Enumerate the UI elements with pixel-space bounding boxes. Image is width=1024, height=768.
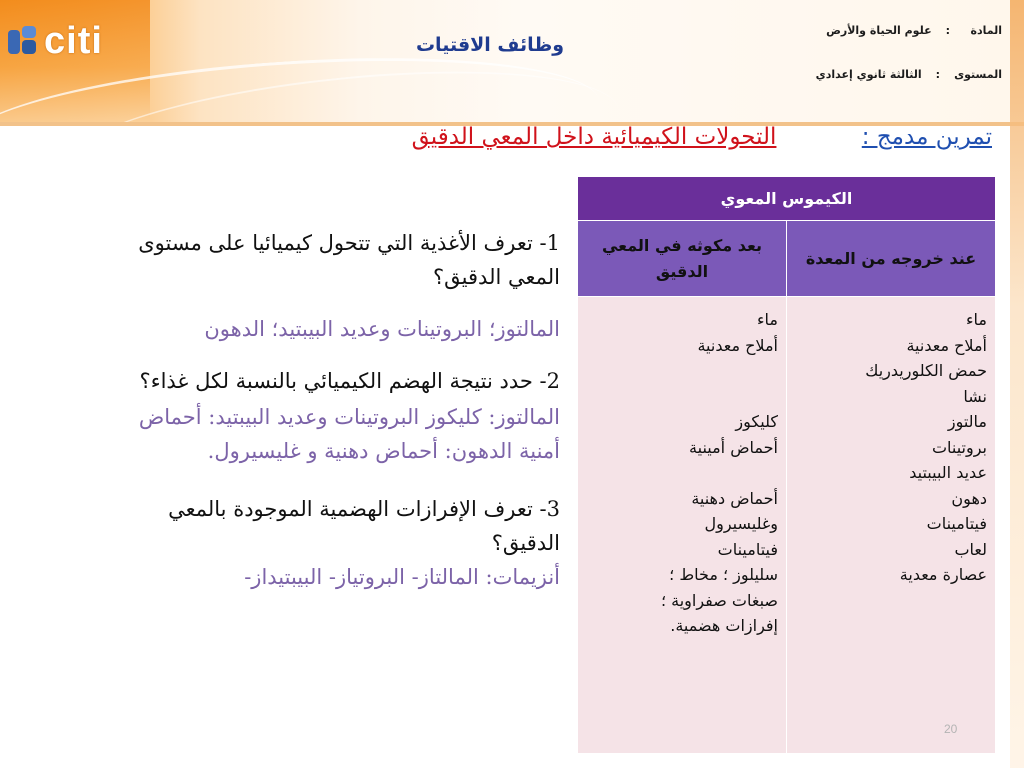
page-number: 20 xyxy=(944,722,958,736)
list-item: فيتامينات xyxy=(717,539,778,559)
slide-header xyxy=(0,0,1024,124)
list-item: صبغات صفراوية ؛ xyxy=(660,590,778,610)
column-header-after-intestine: بعد مكوثه في المعي الدقيق xyxy=(578,221,787,297)
list-item: سليلوز ؛ مخاط ؛ xyxy=(669,565,778,584)
list-item: وغليسيرول xyxy=(704,514,778,533)
citi-logo xyxy=(8,18,103,64)
subject-line xyxy=(826,24,1002,37)
level-label: المستوى xyxy=(954,68,1002,81)
logo-mark-icon xyxy=(8,26,38,56)
list-item: كليكوز xyxy=(735,412,778,431)
answer-1: المالتوز؛ البروتينات وعديد البيبتيد؛ الدهون xyxy=(204,317,560,341)
list-item: ماء xyxy=(757,310,778,329)
list-item: فيتامينات xyxy=(926,514,987,533)
chyme-table xyxy=(577,176,996,754)
list-item: عصارة معدية xyxy=(899,565,987,584)
list-item: نشا xyxy=(963,386,987,406)
level-value: الثالثة ثانوي إعدادي xyxy=(815,68,922,81)
list-item: مالتوز xyxy=(947,412,987,431)
list-item xyxy=(584,358,778,384)
list-item: أحماض دهنية xyxy=(691,488,778,508)
answer-3: أنزيمات: المالتاز- البروتياز- البيبتيداز- xyxy=(244,565,560,589)
questions-column xyxy=(96,226,560,594)
list-item: ماء xyxy=(966,310,987,329)
exercise-title: التحولات الكيميائية داخل المعي الدقيق xyxy=(411,124,777,150)
subject-label: المادة xyxy=(970,24,1002,37)
table-title: الكيموس المعوي xyxy=(578,177,996,221)
column-header-exit-stomach: عند خروجه من المعدة xyxy=(787,221,996,297)
question-1: 1- تعرف الأغذية التي تتحول كيميائيا على مستوى المعي الدقيق؟ xyxy=(138,231,560,289)
list-item: بروتينات xyxy=(931,437,987,457)
list-item: دهون xyxy=(951,488,987,508)
list-item: أملاح معدنية xyxy=(906,335,987,355)
list-item: لعاب xyxy=(954,539,987,559)
logo-text: citi xyxy=(44,19,103,62)
list-item: أملاح معدنية xyxy=(697,335,778,355)
right-edge-decoration xyxy=(1010,0,1024,768)
column-exit-stomach-items xyxy=(787,297,996,754)
lesson-title: وظائف الاقتيات xyxy=(415,34,565,56)
list-item xyxy=(584,384,778,410)
level-line xyxy=(816,68,1002,81)
list-item: أحماض أمينية xyxy=(689,437,778,457)
question-3: 3- تعرف الإفرازات الهضمية الموجودة بالمعي الدقيق؟ xyxy=(168,497,560,555)
question-2: 2- حدد نتيجة الهضم الكيميائي بالنسبة لكل غذاء؟ xyxy=(139,369,560,393)
list-item: إفرازات هضمية. xyxy=(670,616,778,635)
column-after-intestine-items xyxy=(578,297,787,754)
subject-separator: : xyxy=(945,24,950,37)
section-heading xyxy=(240,124,992,170)
exercise-label: تمرين مدمج : xyxy=(861,124,992,150)
list-item xyxy=(584,460,778,486)
subject-value: علوم الحياة والأرض xyxy=(826,24,932,37)
level-separator: : xyxy=(935,68,941,81)
list-item: حمض الكلوريدريك xyxy=(865,361,987,380)
answer-2: المالتوز: كليكوز البروتينات وعديد البيبتيد: أحماض أمنية الدهون: أحماض دهنية و غليسيرول. xyxy=(138,405,560,463)
list-item: عديد البيبتيد xyxy=(909,463,987,482)
